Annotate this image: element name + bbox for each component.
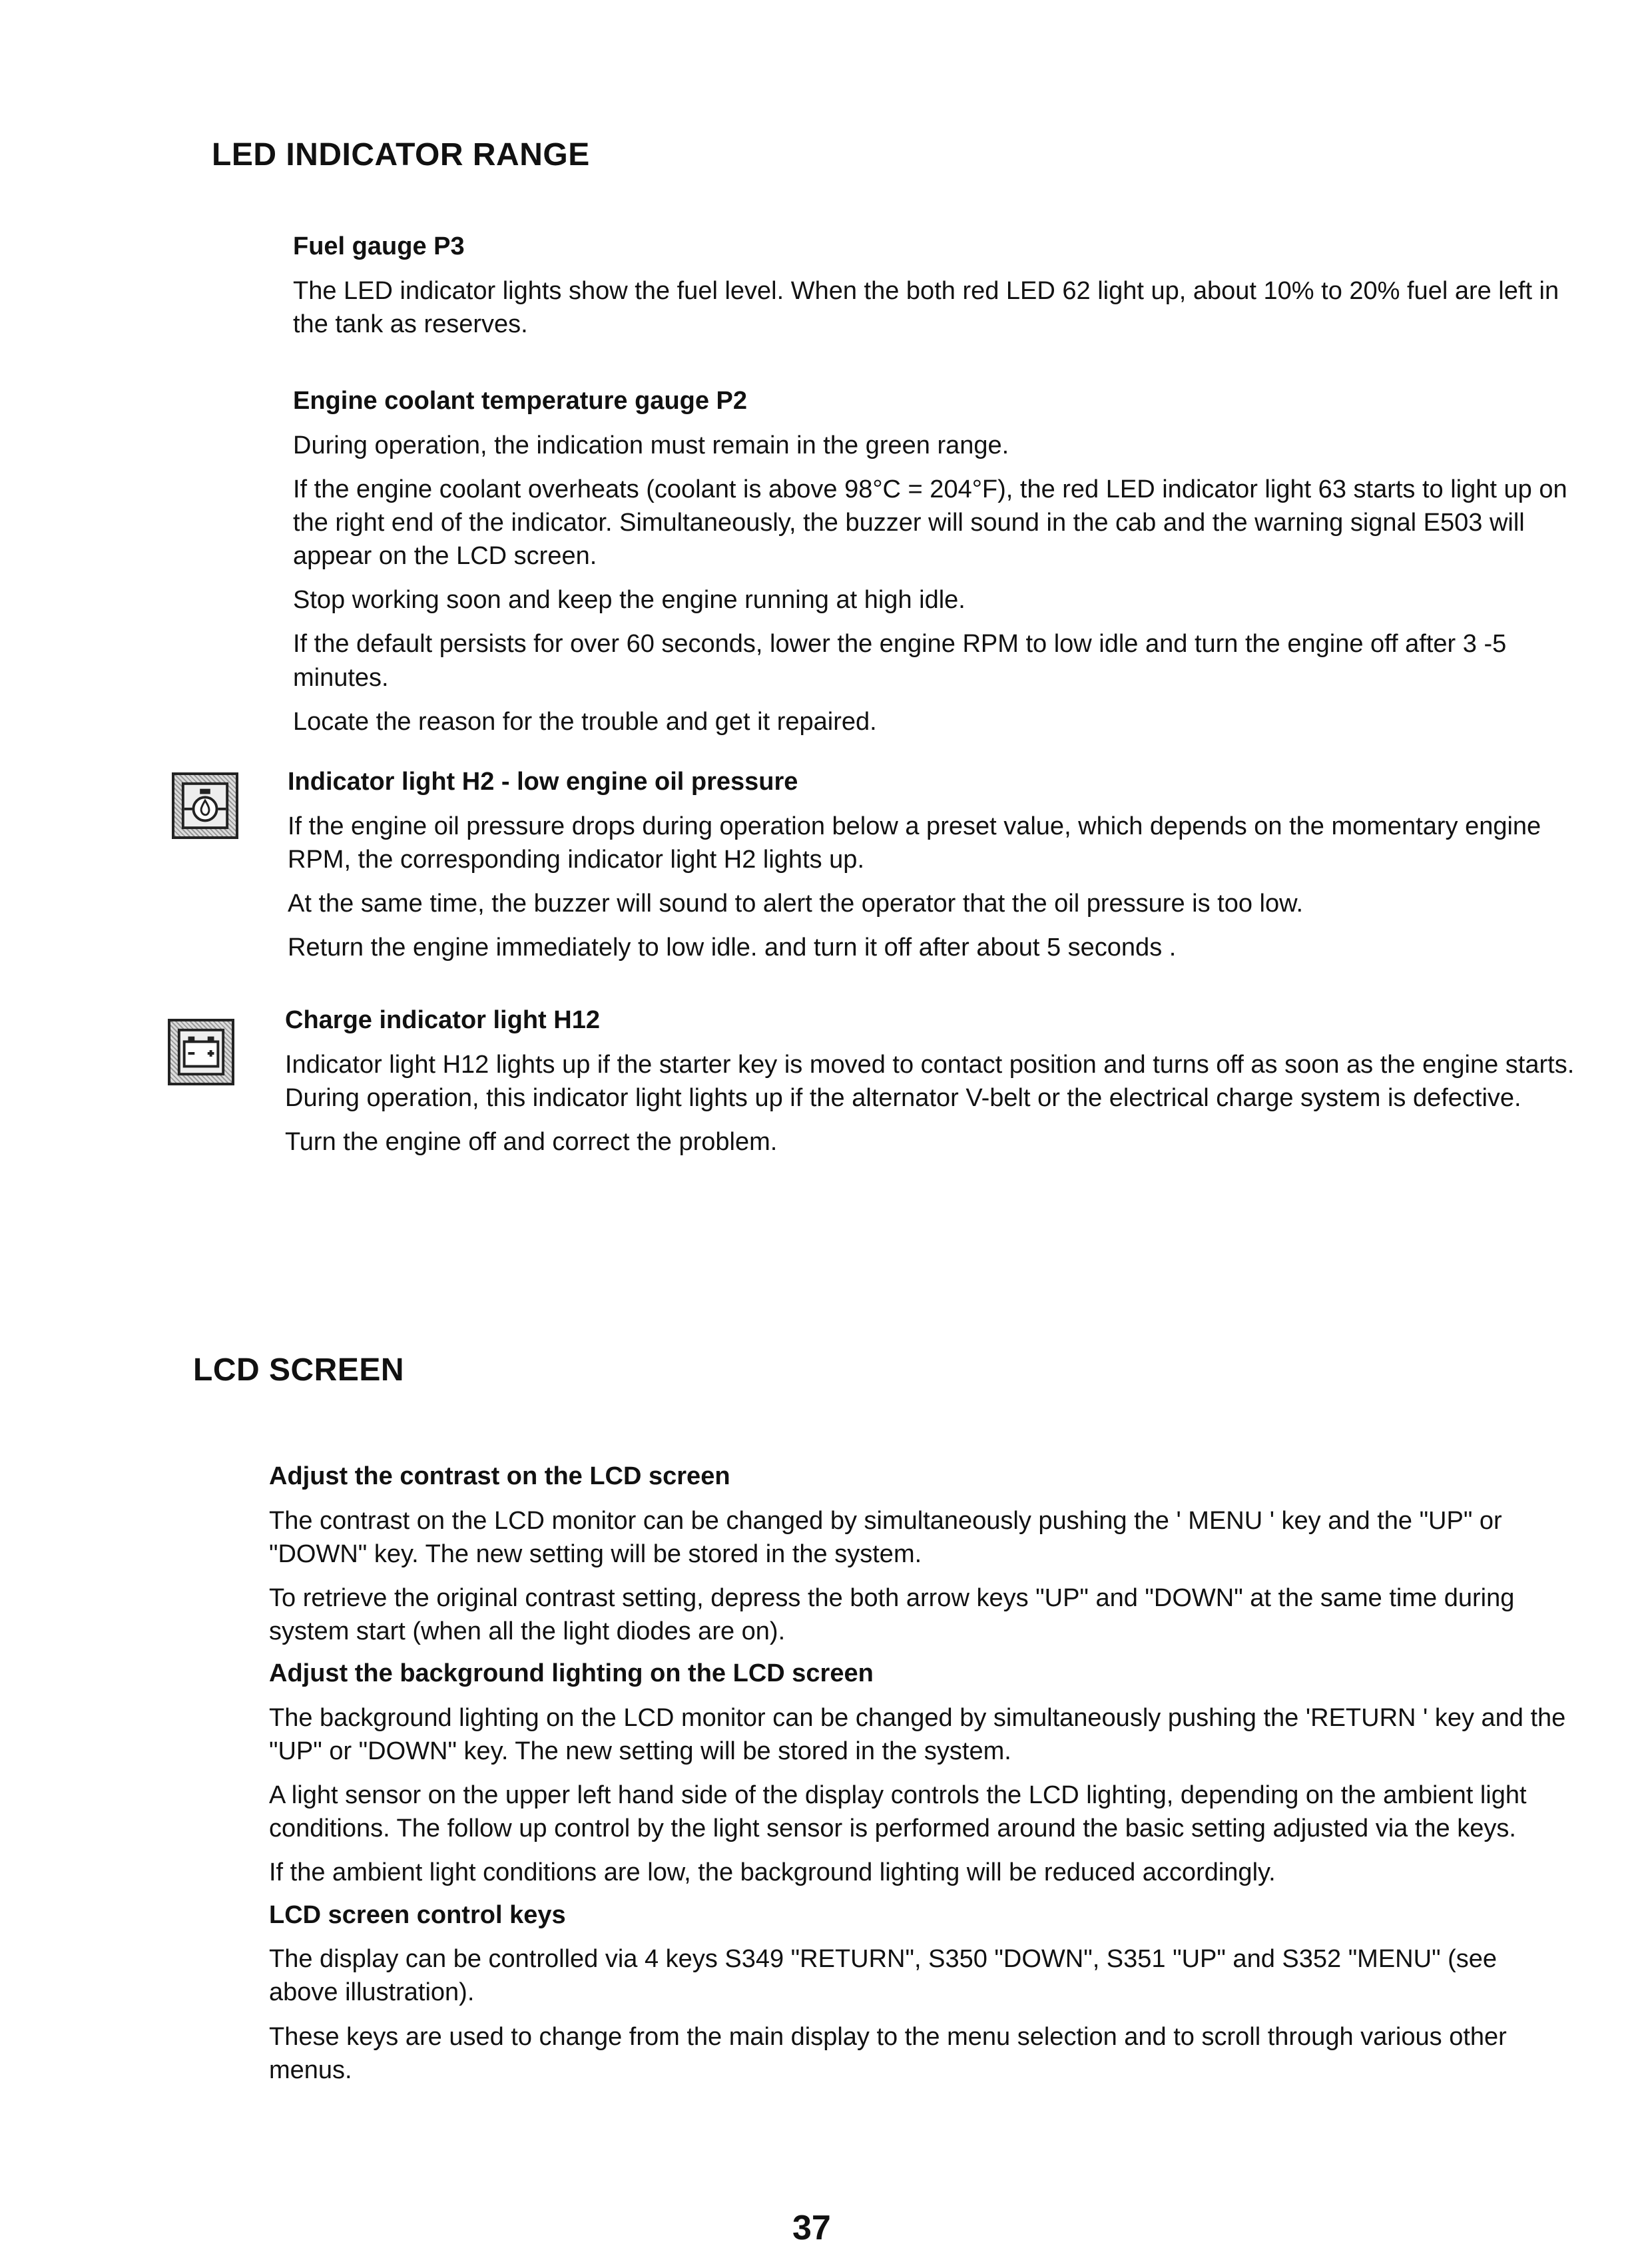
fuel-gauge-text: The LED indicator lights show the fuel level. When the both red LED 62 light up, about 10% to 20% fuel are left in the tank as reserves.	[293, 276, 1559, 338]
lcd-contrast-heading: Adjust the contrast on the LCD screen	[269, 1462, 730, 1490]
oil-pressure-icon	[172, 772, 238, 839]
lcd-background-text-1: The background lighting on the LCD monitor can be changed by simultaneously pushing the 'RETURN ' key and the "UP" or "DOWN" key. The new setting will be stored in the system.	[269, 1703, 1566, 1765]
coolant-gauge-heading: Engine coolant temperature gauge P2	[293, 387, 748, 415]
oil-pressure-section	[288, 767, 1586, 975]
lcd-section-title: LCD SCREEN	[193, 1352, 405, 1388]
lcd-contrast-text-1: The contrast on the LCD monitor can be changed by simultaneously pushing the ' MENU ' key and the "UP" or "DOWN" key. The new setting will be stored in the system.	[269, 1506, 1502, 1568]
charge-indicator-heading: Charge indicator light H12	[285, 1006, 600, 1034]
battery-charge-icon	[168, 1019, 234, 1085]
charge-text-2: Turn the engine off and correct the problem.	[285, 1127, 778, 1156]
lcd-keys-heading: LCD screen control keys	[269, 1900, 566, 1929]
lcd-background-heading: Adjust the background lighting on the LCD screen	[269, 1659, 874, 1688]
lcd-background-text-3: If the ambient light conditions are low, the background lighting will be reduced accordingly.	[269, 1858, 1276, 1887]
charge-indicator-section	[285, 1005, 1587, 1169]
charge-text-1: Indicator light H12 lights up if the starter key is moved to contact position and turns off as soon as the engine starts. During operation, this indicator light lights up if the alternator V-belt or the electrical charge system is defective.	[285, 1050, 1575, 1112]
fuel-gauge-heading: Fuel gauge P3	[293, 232, 465, 260]
lcd-keys-text-2: These keys are used to change from the main display to the menu selection and to scroll through various other menus.	[269, 2022, 1507, 2084]
coolant-text-3: Stop working soon and keep the engine running at high idle.	[293, 586, 965, 615]
oil-text-3: Return the engine immediately to low idle. and turn it off after about 5 seconds .	[288, 934, 1177, 962]
lcd-contrast-section	[269, 1462, 1567, 2098]
coolant-text-4: If the default persists for over 60 seconds, lower the engine RPM to low idle and turn the engine off after 3 -5 minutes.	[293, 630, 1507, 692]
lcd-contrast-text-2: To retrieve the original contrast setting, depress the both arrow keys "UP" and "DOWN" at the same time during system start (when all the light diodes are on).	[269, 1583, 1515, 1646]
page-number: 37	[792, 2209, 831, 2247]
coolant-text-2: If the engine coolant overheats (coolant is above 98°C = 204°F), the red LED indicator light 63 starts to light up on the right end of the indicator. Simultaneously, the buzzer will sound in the cab and the warning signal E503 will appear on the LCD screen.	[293, 475, 1567, 571]
fuel-gauge-section	[293, 232, 1585, 352]
led-section-title: LED INDICATOR RANGE	[212, 137, 590, 172]
lcd-keys-text-1: The display can be controlled via 4 keys S349 "RETURN", S350 "DOWN", S351 "UP" and S352 "MENU" (see above illustration).	[269, 1945, 1498, 2007]
coolant-text-5: Locate the reason for the trouble and get it repaired.	[293, 707, 877, 736]
oil-pressure-heading: Indicator light H2 - low engine oil pressure	[288, 768, 798, 796]
lcd-background-text-2: A light sensor on the upper left hand side of the display controls the LCD lighting, depending on the ambient light conditions. The follow up control by the light sensor is performed around the basic setting adjusted via the keys.	[269, 1781, 1527, 1843]
oil-text-2: At the same time, the buzzer will sound to alert the operator that the oil pressure is too low.	[288, 889, 1304, 918]
oil-text-1: If the engine oil pressure drops during operation below a preset value, which depends on the momentary engine RPM, the corresponding indicator light H2 lights up.	[288, 812, 1541, 874]
coolant-gauge-section	[293, 386, 1585, 749]
coolant-text-1: During operation, the indication must remain in the green range.	[293, 431, 1009, 459]
